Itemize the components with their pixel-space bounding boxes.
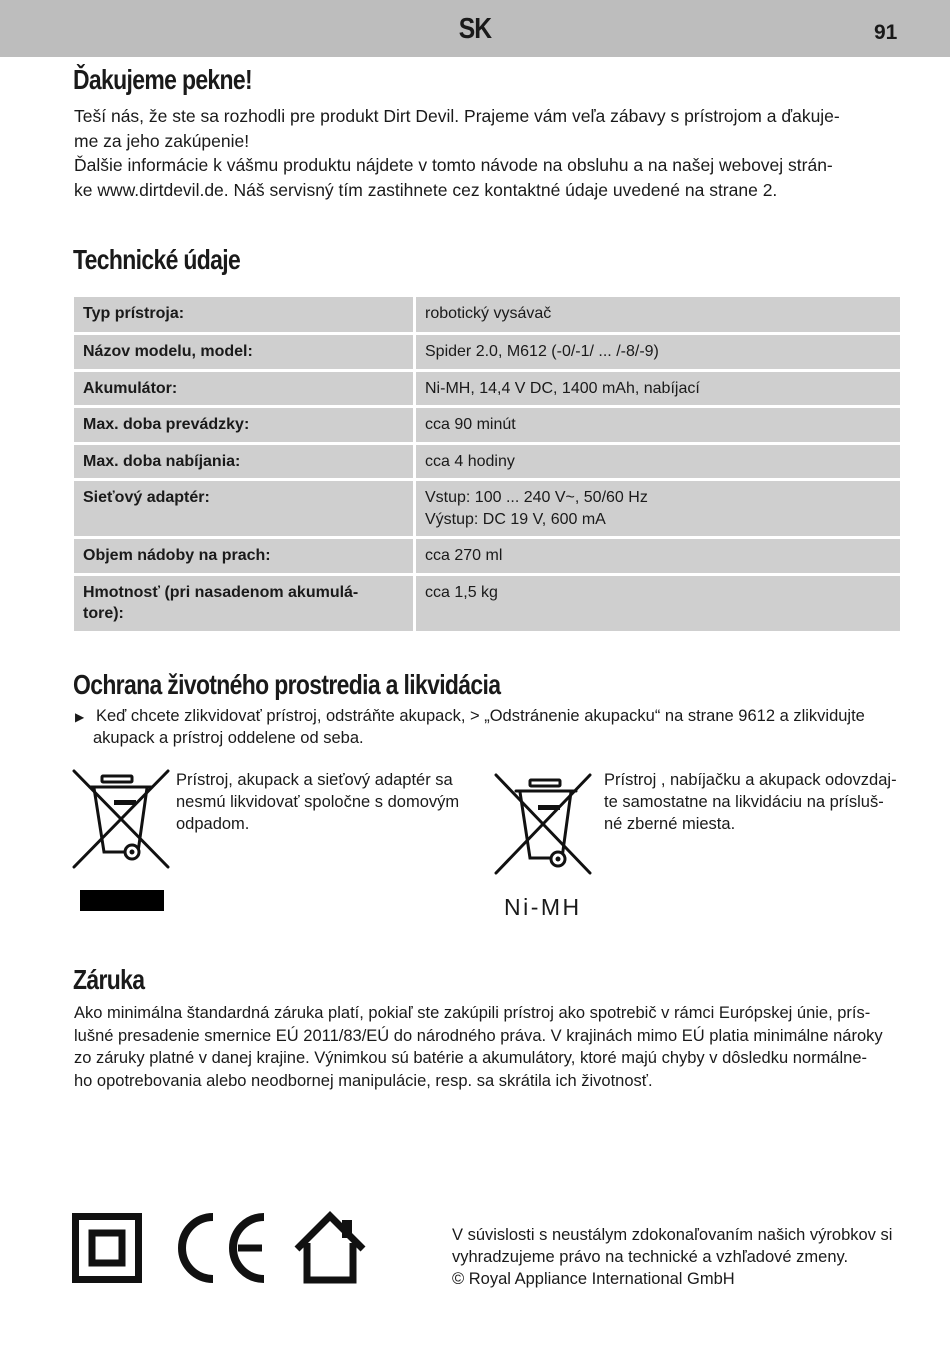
spec-value: cca 270 ml bbox=[416, 539, 900, 576]
specs-table bbox=[74, 297, 900, 634]
spec-label: Sieťový adaptér: bbox=[74, 481, 416, 539]
spec-value: robotický vysávač bbox=[416, 297, 900, 335]
crossed-out-wheelie-bin-icon bbox=[494, 772, 594, 877]
bullet-line: Keď chcete zlikvidovať prístroj, odstráňte akupack, > „Odstránenie akupacku“ na strane 9612 a zlikvidujte bbox=[96, 707, 865, 725]
spec-label: Hmotnosť (pri nasadenom akumulá- tore): bbox=[74, 576, 416, 634]
thanks-line: Ďalšie informácie k vášmu produktu nájdete v tomto návode na obsluhu a na našej webovej strán- bbox=[74, 155, 833, 175]
table-row bbox=[74, 372, 900, 409]
table-row bbox=[74, 297, 900, 335]
table-row bbox=[74, 481, 900, 539]
language-code: SK bbox=[458, 13, 492, 45]
spec-value: cca 1,5 kg bbox=[416, 576, 900, 634]
spec-label: Max. doba prevádzky: bbox=[74, 408, 416, 445]
crossed-out-wheelie-bin-icon bbox=[72, 768, 172, 913]
warranty-line: zo záruky platné v danej krajine. Výnimkou sú batérie a akumulátory, ktoré majú chyby v dôsledku normálne- bbox=[74, 1049, 867, 1067]
thanks-line: Teší nás, že ste sa rozhodli pre produkt Dirt Devil. Prajeme vám veľa zábavy s prístrojom a ďakuje- bbox=[74, 106, 840, 126]
left-disposal-text: Prístroj, akupack a sieťový adaptér sa nesmú likvidovať spoločne s domovým odpadom. bbox=[176, 771, 460, 833]
spec-value: cca 4 hodiny bbox=[416, 445, 900, 482]
table-row bbox=[74, 335, 900, 372]
spec-label: Akumulátor: bbox=[74, 372, 416, 409]
warranty-line: Ako minimálna štandardná záruka platí, pokiaľ ste zakúpili prístroj ako spotrebič v rámci Európskej únie, prís- bbox=[74, 1004, 871, 1022]
thanks-heading: Ďakujeme pekne! bbox=[73, 64, 253, 95]
table-row bbox=[74, 445, 900, 482]
right-disposal-text: Prístroj , nabíjačku a akupack odovzdaj- te samostatne na likvidáciu na prísluš- né zberné miesta. bbox=[604, 771, 897, 833]
table-row bbox=[74, 576, 900, 634]
spec-label: Objem nádoby na prach: bbox=[74, 539, 416, 576]
warranty-paragraph bbox=[74, 1002, 883, 1092]
footer-notice: V súvislosti s neustálym zdokonaľovaním našich výrobkov si vyhradzujeme právo na technické a vzhľadové zmeny. © Royal Appliance International GmbH bbox=[452, 1226, 893, 1288]
spec-value: cca 90 minút bbox=[416, 408, 900, 445]
spec-label: Typ prístroja: bbox=[74, 297, 416, 335]
battery-type-label: Ni-MH bbox=[504, 894, 582, 920]
double-insulation-icon bbox=[72, 1213, 142, 1283]
disposal-heading: Ochrana životného prostredia a likvidácia bbox=[73, 669, 501, 700]
specs-heading: Technické údaje bbox=[73, 244, 241, 275]
spec-label: Názov modelu, model: bbox=[74, 335, 416, 372]
bullet-arrow-icon: ▶ bbox=[75, 710, 85, 724]
ce-mark-icon bbox=[176, 1213, 268, 1283]
disposal-bullet bbox=[93, 705, 865, 749]
indoor-use-house-icon bbox=[294, 1211, 366, 1283]
spec-label: Max. doba nabíjania: bbox=[74, 445, 416, 482]
bullet-line: akupack a prístroj oddelene od seba. bbox=[93, 729, 364, 747]
warranty-heading: Záruka bbox=[73, 964, 145, 995]
warranty-line: ho opotrebovania alebo neodbornej manipulácie, resp. sa skrátila ich životnosť. bbox=[74, 1071, 653, 1090]
table-row bbox=[74, 539, 900, 576]
spec-value: Ni-MH, 14,4 V DC, 1400 mAh, nabíjací bbox=[416, 372, 900, 409]
thanks-line: ke www.dirtdevil.de. Náš servisný tím zastihnete cez kontaktné údaje uvedené na strane 2. bbox=[74, 179, 778, 200]
spec-value: Vstup: 100 ... 240 V~, 50/60 Hz Výstup: DC 19 V, 600 mA bbox=[416, 481, 900, 539]
thanks-paragraph bbox=[74, 104, 840, 202]
page-number: 91 bbox=[874, 21, 898, 44]
table-row bbox=[74, 408, 900, 445]
spec-value: Spider 2.0, M612 (-0/-1/ ... /-8/-9) bbox=[416, 335, 900, 372]
thanks-line: me za jeho zakúpenie! bbox=[74, 130, 250, 151]
warranty-line: lušné presadenie smernice EÚ 2011/83/EÚ do národného práva. V krajinách mimo EÚ platia minimálne nároky bbox=[74, 1026, 883, 1045]
